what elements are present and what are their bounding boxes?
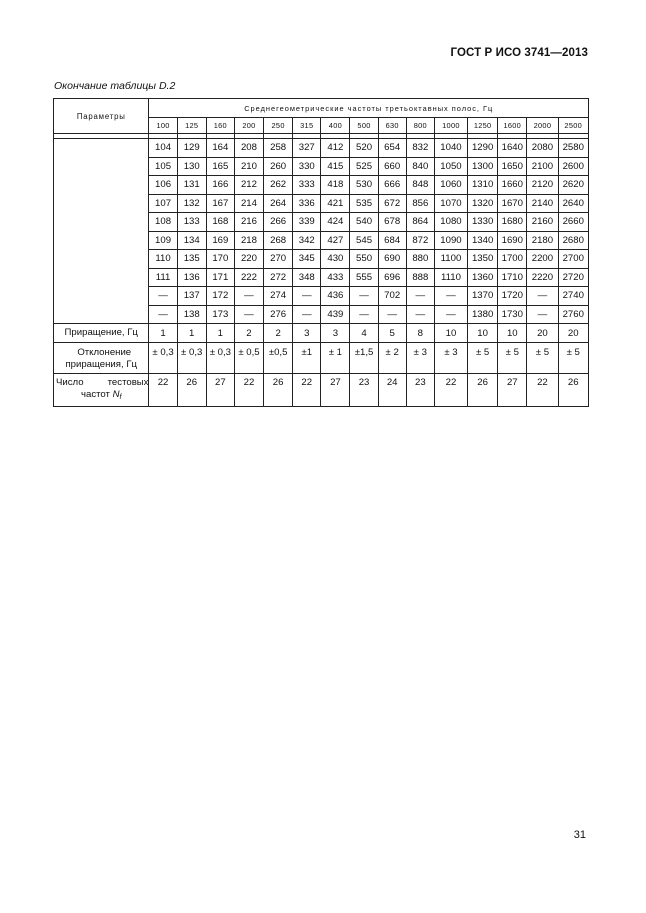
frequency-cell: 208 (234, 139, 263, 158)
frequency-cell: 136 (177, 268, 206, 287)
frequency-cell: 105 (149, 157, 177, 176)
frequency-cell: 272 (264, 268, 293, 287)
frequency-cell: 1100 (434, 250, 467, 269)
band-header-cell: 125 (177, 118, 206, 134)
frequency-cell: 525 (350, 157, 378, 176)
frequency-cell: 2080 (527, 139, 558, 158)
frequency-cell: 130 (177, 157, 206, 176)
frequency-cell: — (434, 287, 467, 306)
frequency-cell: 684 (378, 231, 406, 250)
band-header-cell: 400 (321, 118, 350, 134)
increment-cell: 8 (406, 324, 434, 343)
frequency-cell: 1040 (434, 139, 467, 158)
frequency-cell: 133 (177, 213, 206, 232)
frequency-cell: 138 (177, 305, 206, 324)
frequency-cell: 1680 (498, 213, 527, 232)
frequency-cell: 520 (350, 139, 378, 158)
frequency-cell: 2180 (527, 231, 558, 250)
test-count-row (54, 374, 589, 407)
frequency-cell: 424 (321, 213, 350, 232)
increment-cell: 10 (498, 324, 527, 343)
increment-cell: 2 (234, 324, 263, 343)
test-count-cell: 22 (527, 374, 558, 407)
frequency-cell: 2100 (527, 157, 558, 176)
frequency-cell: 427 (321, 231, 350, 250)
frequency-cell: 1330 (468, 213, 498, 232)
frequency-cell: 690 (378, 250, 406, 269)
test-count-cell: 23 (350, 374, 378, 407)
frequency-cell: 696 (378, 268, 406, 287)
frequency-cell: 1070 (434, 194, 467, 213)
band-header-cell: 1000 (434, 118, 467, 134)
frequency-cell: 1090 (434, 231, 467, 250)
frequency-cell: 872 (406, 231, 434, 250)
frequency-cell: 840 (406, 157, 434, 176)
test-count-cell: 22 (149, 374, 177, 407)
increment-cell: 1 (206, 324, 234, 343)
frequency-cell: — (149, 305, 177, 324)
frequency-cell: 1310 (468, 176, 498, 195)
frequency-cell: 430 (321, 250, 350, 269)
frequency-cell: 1340 (468, 231, 498, 250)
frequency-cell: — (350, 287, 378, 306)
band-header-cell: 250 (264, 118, 293, 134)
frequency-cell: 1060 (434, 176, 467, 195)
band-header-cell: 2000 (527, 118, 558, 134)
frequency-cell: 260 (264, 157, 293, 176)
frequency-cell: 702 (378, 287, 406, 306)
frequency-cell: 2220 (527, 268, 558, 287)
frequency-cell: 104 (149, 139, 177, 158)
deviation-cell: ± 5 (558, 343, 588, 374)
deviation-cell: ± 5 (468, 343, 498, 374)
deviation-cell: ± 0,3 (206, 343, 234, 374)
frequency-cell: — (406, 287, 434, 306)
deviation-cell: ± 5 (527, 343, 558, 374)
frequency-cell: 412 (321, 139, 350, 158)
deviation-cell: ± 2 (378, 343, 406, 374)
frequency-cell: 864 (406, 213, 434, 232)
table-row (54, 139, 589, 158)
frequency-cell: 2120 (527, 176, 558, 195)
frequency-cell: 530 (350, 176, 378, 195)
frequency-cell: 2660 (558, 213, 588, 232)
frequency-cell: 270 (264, 250, 293, 269)
frequency-cell: 535 (350, 194, 378, 213)
band-header-cell: 200 (234, 118, 263, 134)
frequency-cell: 1370 (468, 287, 498, 306)
frequency-cell: 266 (264, 213, 293, 232)
increment-cell: 3 (321, 324, 350, 343)
test-count-label-line1: Число тестовых (56, 377, 149, 388)
frequency-cell: 2700 (558, 250, 588, 269)
test-count-cell: 26 (468, 374, 498, 407)
deviation-label-line2: приращения, Гц (65, 359, 138, 370)
band-group-header: Среднегеометрические частоты третьоктавных полос, Гц (149, 99, 589, 118)
frequency-cell: 540 (350, 213, 378, 232)
frequency-cell: 1690 (498, 231, 527, 250)
deviation-label-line1: Отклонение (77, 347, 132, 358)
frequency-cell: 134 (177, 231, 206, 250)
frequency-cell: 888 (406, 268, 434, 287)
frequency-cell: 262 (264, 176, 293, 195)
test-count-cell: 27 (498, 374, 527, 407)
frequency-cell: 433 (321, 268, 350, 287)
deviation-cell: ± 0,5 (234, 343, 263, 374)
frequency-cell: 1660 (498, 176, 527, 195)
deviation-cell: ±0,5 (264, 343, 293, 374)
deviation-cell: ± 3 (434, 343, 467, 374)
test-count-cell: 22 (293, 374, 321, 407)
frequency-cell: 212 (234, 176, 263, 195)
frequency-cell: 1670 (498, 194, 527, 213)
test-count-cell: 24 (378, 374, 406, 407)
deviation-cell: ± 5 (498, 343, 527, 374)
frequency-cell: 678 (378, 213, 406, 232)
frequency-cell: — (293, 305, 321, 324)
increment-cell: 1 (177, 324, 206, 343)
frequency-cell: 216 (234, 213, 263, 232)
frequency-cell: 856 (406, 194, 434, 213)
frequency-cell: 2680 (558, 231, 588, 250)
document-standard-header: ГОСТ Р ИСО 3741—2013 (450, 47, 588, 59)
test-count-label (54, 374, 149, 407)
increment-cell: 5 (378, 324, 406, 343)
increment-cell: 4 (350, 324, 378, 343)
frequency-cell: 330 (293, 157, 321, 176)
frequency-cell: 1730 (498, 305, 527, 324)
frequency-cell: — (378, 305, 406, 324)
frequency-cell: 168 (206, 213, 234, 232)
frequency-cell: 2200 (527, 250, 558, 269)
deviation-label (54, 343, 149, 374)
frequency-cell: 545 (350, 231, 378, 250)
test-count-cell: 27 (206, 374, 234, 407)
frequency-cell: 439 (321, 305, 350, 324)
test-count-label-prefix: частот (80, 389, 113, 400)
frequency-cell: 1640 (498, 139, 527, 158)
deviation-cell: ±1,5 (350, 343, 378, 374)
frequency-cell: 1300 (468, 157, 498, 176)
frequency-cell: — (234, 305, 263, 324)
frequency-cell: 672 (378, 194, 406, 213)
band-header-cell: 160 (206, 118, 234, 134)
param-column-header: Параметры (54, 99, 149, 134)
page-number: 31 (573, 829, 586, 841)
band-header-cell: 630 (378, 118, 406, 134)
frequency-cell: 1110 (434, 268, 467, 287)
increment-cell: 10 (468, 324, 498, 343)
test-count-cell: 27 (321, 374, 350, 407)
frequency-cell: 258 (264, 139, 293, 158)
frequency-cell: 210 (234, 157, 263, 176)
frequency-cell: 1380 (468, 305, 498, 324)
frequency-cell: 165 (206, 157, 234, 176)
frequency-cell: — (434, 305, 467, 324)
frequency-cell: 2760 (558, 305, 588, 324)
frequency-cell: — (350, 305, 378, 324)
frequency-cell: 1650 (498, 157, 527, 176)
increment-cell: 20 (558, 324, 588, 343)
frequency-cell: 276 (264, 305, 293, 324)
test-count-subscript: f (119, 394, 122, 401)
band-header-cell: 100 (149, 118, 177, 134)
frequency-cell: 345 (293, 250, 321, 269)
frequency-cell: 110 (149, 250, 177, 269)
band-header-cell: 1600 (498, 118, 527, 134)
frequency-cell: 2140 (527, 194, 558, 213)
frequency-cell: 2160 (527, 213, 558, 232)
band-header-cell: 500 (350, 118, 378, 134)
deviation-cell: ± 1 (321, 343, 350, 374)
frequency-cell: 1080 (434, 213, 467, 232)
deviation-cell: ± 0,3 (177, 343, 206, 374)
frequency-cell: 666 (378, 176, 406, 195)
frequency-cell: 2580 (558, 139, 588, 158)
frequency-cell: — (527, 287, 558, 306)
frequency-cell: 327 (293, 139, 321, 158)
frequency-cell: 218 (234, 231, 263, 250)
frequency-cell: 222 (234, 268, 263, 287)
frequency-cell: 137 (177, 287, 206, 306)
increment-label: Приращение, Гц (54, 324, 149, 343)
frequency-cell: 654 (378, 139, 406, 158)
deviation-cell: ± 3 (406, 343, 434, 374)
frequency-cell: 1360 (468, 268, 498, 287)
frequency-cell: 109 (149, 231, 177, 250)
frequency-cell: — (149, 287, 177, 306)
increment-cell: 2 (264, 324, 293, 343)
frequency-cell: 1050 (434, 157, 467, 176)
frequency-cell: 172 (206, 287, 234, 306)
frequency-cell: 2740 (558, 287, 588, 306)
deviation-cell: ± 0,3 (149, 343, 177, 374)
frequency-cell: 2600 (558, 157, 588, 176)
frequency-cell: 2640 (558, 194, 588, 213)
frequency-cell: — (234, 287, 263, 306)
frequency-cell: 880 (406, 250, 434, 269)
frequency-cell: 169 (206, 231, 234, 250)
frequency-cell: 106 (149, 176, 177, 195)
frequency-cell: 107 (149, 194, 177, 213)
frequency-cell: 135 (177, 250, 206, 269)
frequency-cell: 131 (177, 176, 206, 195)
frequency-cell: 1290 (468, 139, 498, 158)
frequency-cell: — (527, 305, 558, 324)
frequency-cell: 339 (293, 213, 321, 232)
frequency-cell: 1350 (468, 250, 498, 269)
frequency-cell: 436 (321, 287, 350, 306)
test-count-cell: 26 (264, 374, 293, 407)
frequency-cell: 173 (206, 305, 234, 324)
empty-param-cell (54, 139, 149, 324)
frequency-cell: 164 (206, 139, 234, 158)
frequency-cell: 170 (206, 250, 234, 269)
increment-cell: 20 (527, 324, 558, 343)
increment-cell: 10 (434, 324, 467, 343)
frequency-cell: — (293, 287, 321, 306)
frequency-cell: 132 (177, 194, 206, 213)
increment-row (54, 324, 589, 343)
frequency-cell: 1720 (498, 287, 527, 306)
deviation-row (54, 343, 589, 374)
frequency-cell: 421 (321, 194, 350, 213)
test-count-cell: 26 (177, 374, 206, 407)
band-header-cell: 800 (406, 118, 434, 134)
frequency-cell: 415 (321, 157, 350, 176)
frequency-cell: 832 (406, 139, 434, 158)
frequency-cell: 418 (321, 176, 350, 195)
frequency-cell: 1700 (498, 250, 527, 269)
frequency-cell: 1320 (468, 194, 498, 213)
test-count-symbol: N (112, 389, 120, 400)
test-count-cell: 22 (234, 374, 263, 407)
frequency-cell: 1710 (498, 268, 527, 287)
frequency-cell: 220 (234, 250, 263, 269)
frequency-cell: 2620 (558, 176, 588, 195)
frequency-cell: 336 (293, 194, 321, 213)
increment-cell: 3 (293, 324, 321, 343)
frequency-cell: 342 (293, 231, 321, 250)
table-caption: Окончание таблицы D.2 (54, 80, 176, 92)
frequency-cell: 129 (177, 139, 206, 158)
frequency-cell: 333 (293, 176, 321, 195)
frequency-cell: 2720 (558, 268, 588, 287)
frequency-cell: 550 (350, 250, 378, 269)
test-count-cell: 22 (434, 374, 467, 407)
frequency-cell: 264 (264, 194, 293, 213)
frequency-cell: 348 (293, 268, 321, 287)
test-count-cell: 23 (406, 374, 434, 407)
band-header-cell: 2500 (558, 118, 588, 134)
frequency-cell: 171 (206, 268, 234, 287)
frequency-cell: — (406, 305, 434, 324)
increment-cell: 1 (149, 324, 177, 343)
frequency-cell: 108 (149, 213, 177, 232)
frequency-table (53, 98, 589, 407)
band-header-cell: 1250 (468, 118, 498, 134)
frequency-cell: 166 (206, 176, 234, 195)
frequency-cell: 268 (264, 231, 293, 250)
band-header-cell: 315 (293, 118, 321, 134)
frequency-cell: 214 (234, 194, 263, 213)
deviation-cell: ±1 (293, 343, 321, 374)
frequency-cell: 167 (206, 194, 234, 213)
frequency-cell: 555 (350, 268, 378, 287)
frequency-cell: 111 (149, 268, 177, 287)
frequency-cell: 848 (406, 176, 434, 195)
frequency-cell: 660 (378, 157, 406, 176)
frequency-cell: 274 (264, 287, 293, 306)
test-count-cell: 26 (558, 374, 588, 407)
